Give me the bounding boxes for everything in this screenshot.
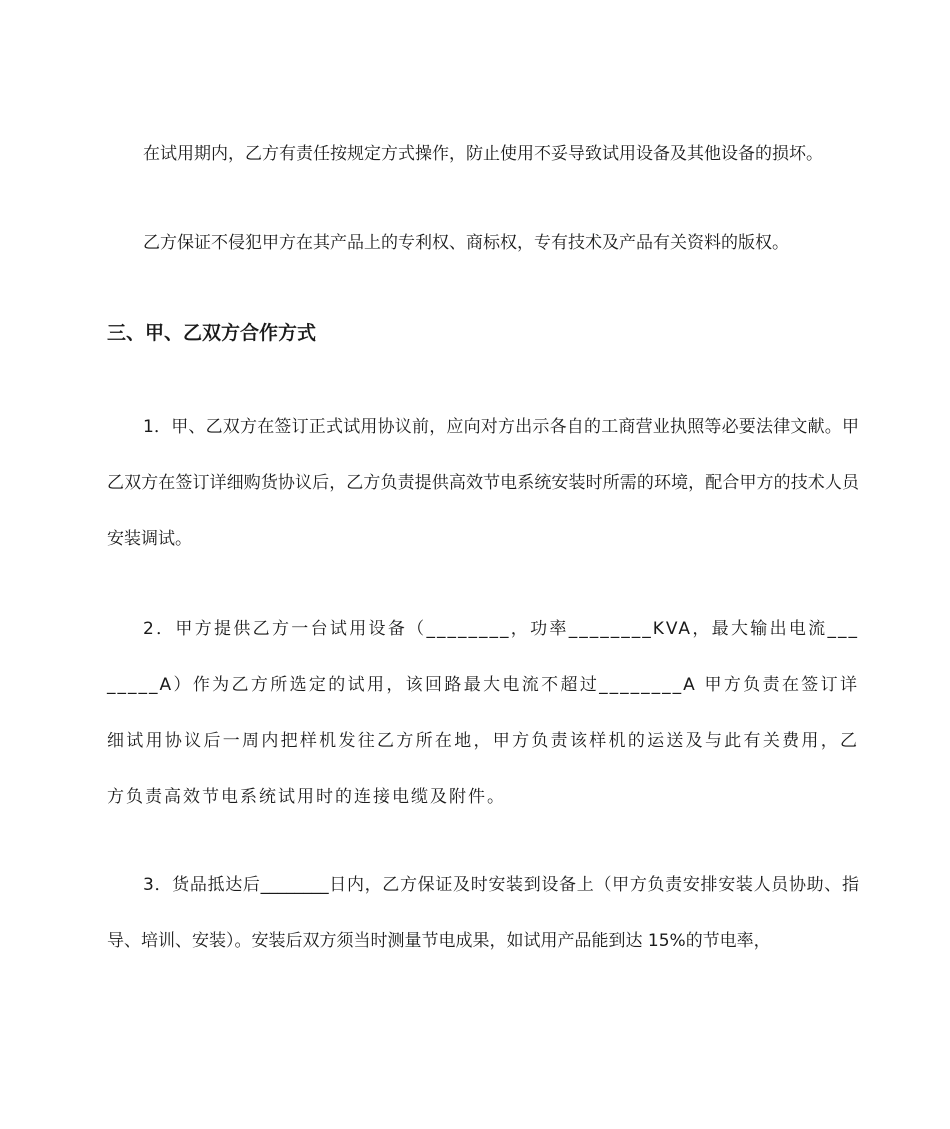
- section-heading-cooperation: 三、甲、乙双方合作方式: [107, 322, 317, 344]
- paragraph-ip-guarantee: 乙方保证不侵犯甲方在其产品上的专利权、商标权，专有技术及产品有关资料的版权。: [143, 233, 789, 253]
- paragraph-item-2: 2．甲方提供乙方一台试用设备（________，功率________KVA，最大输出电流________A）作为乙方所选定的试用，该回路最大电流不超过________A 甲方负责在签订详细试用协议后一周内把样机发往乙方所在地，甲方负责该样机的运送及与此有关费用，乙方负责高效节电系统试用时的连接电缆及附件。: [107, 619, 859, 807]
- paragraph-item-3: 3．货品抵达后________日内，乙方保证及时安装到设备上（甲方负责安排安装人员协助、指导、培训、安装）。安装后双方须当时测量节电成果，如试用产品能到达 15%的节电率，: [107, 875, 859, 951]
- paragraph-item-1: 1．甲、乙双方在签订正式试用协议前，应向对方出示各自的工商营业执照等必要法律文献。甲乙双方在签订详细购货协议后，乙方负责提供高效节电系统安装时所需的环境，配合甲方的技术人员安装调试。: [107, 417, 859, 549]
- paragraph-usage-responsibility: 在试用期内，乙方有责任按规定方式操作，防止使用不妥导致试用设备及其他设备的损坏。: [143, 144, 823, 164]
